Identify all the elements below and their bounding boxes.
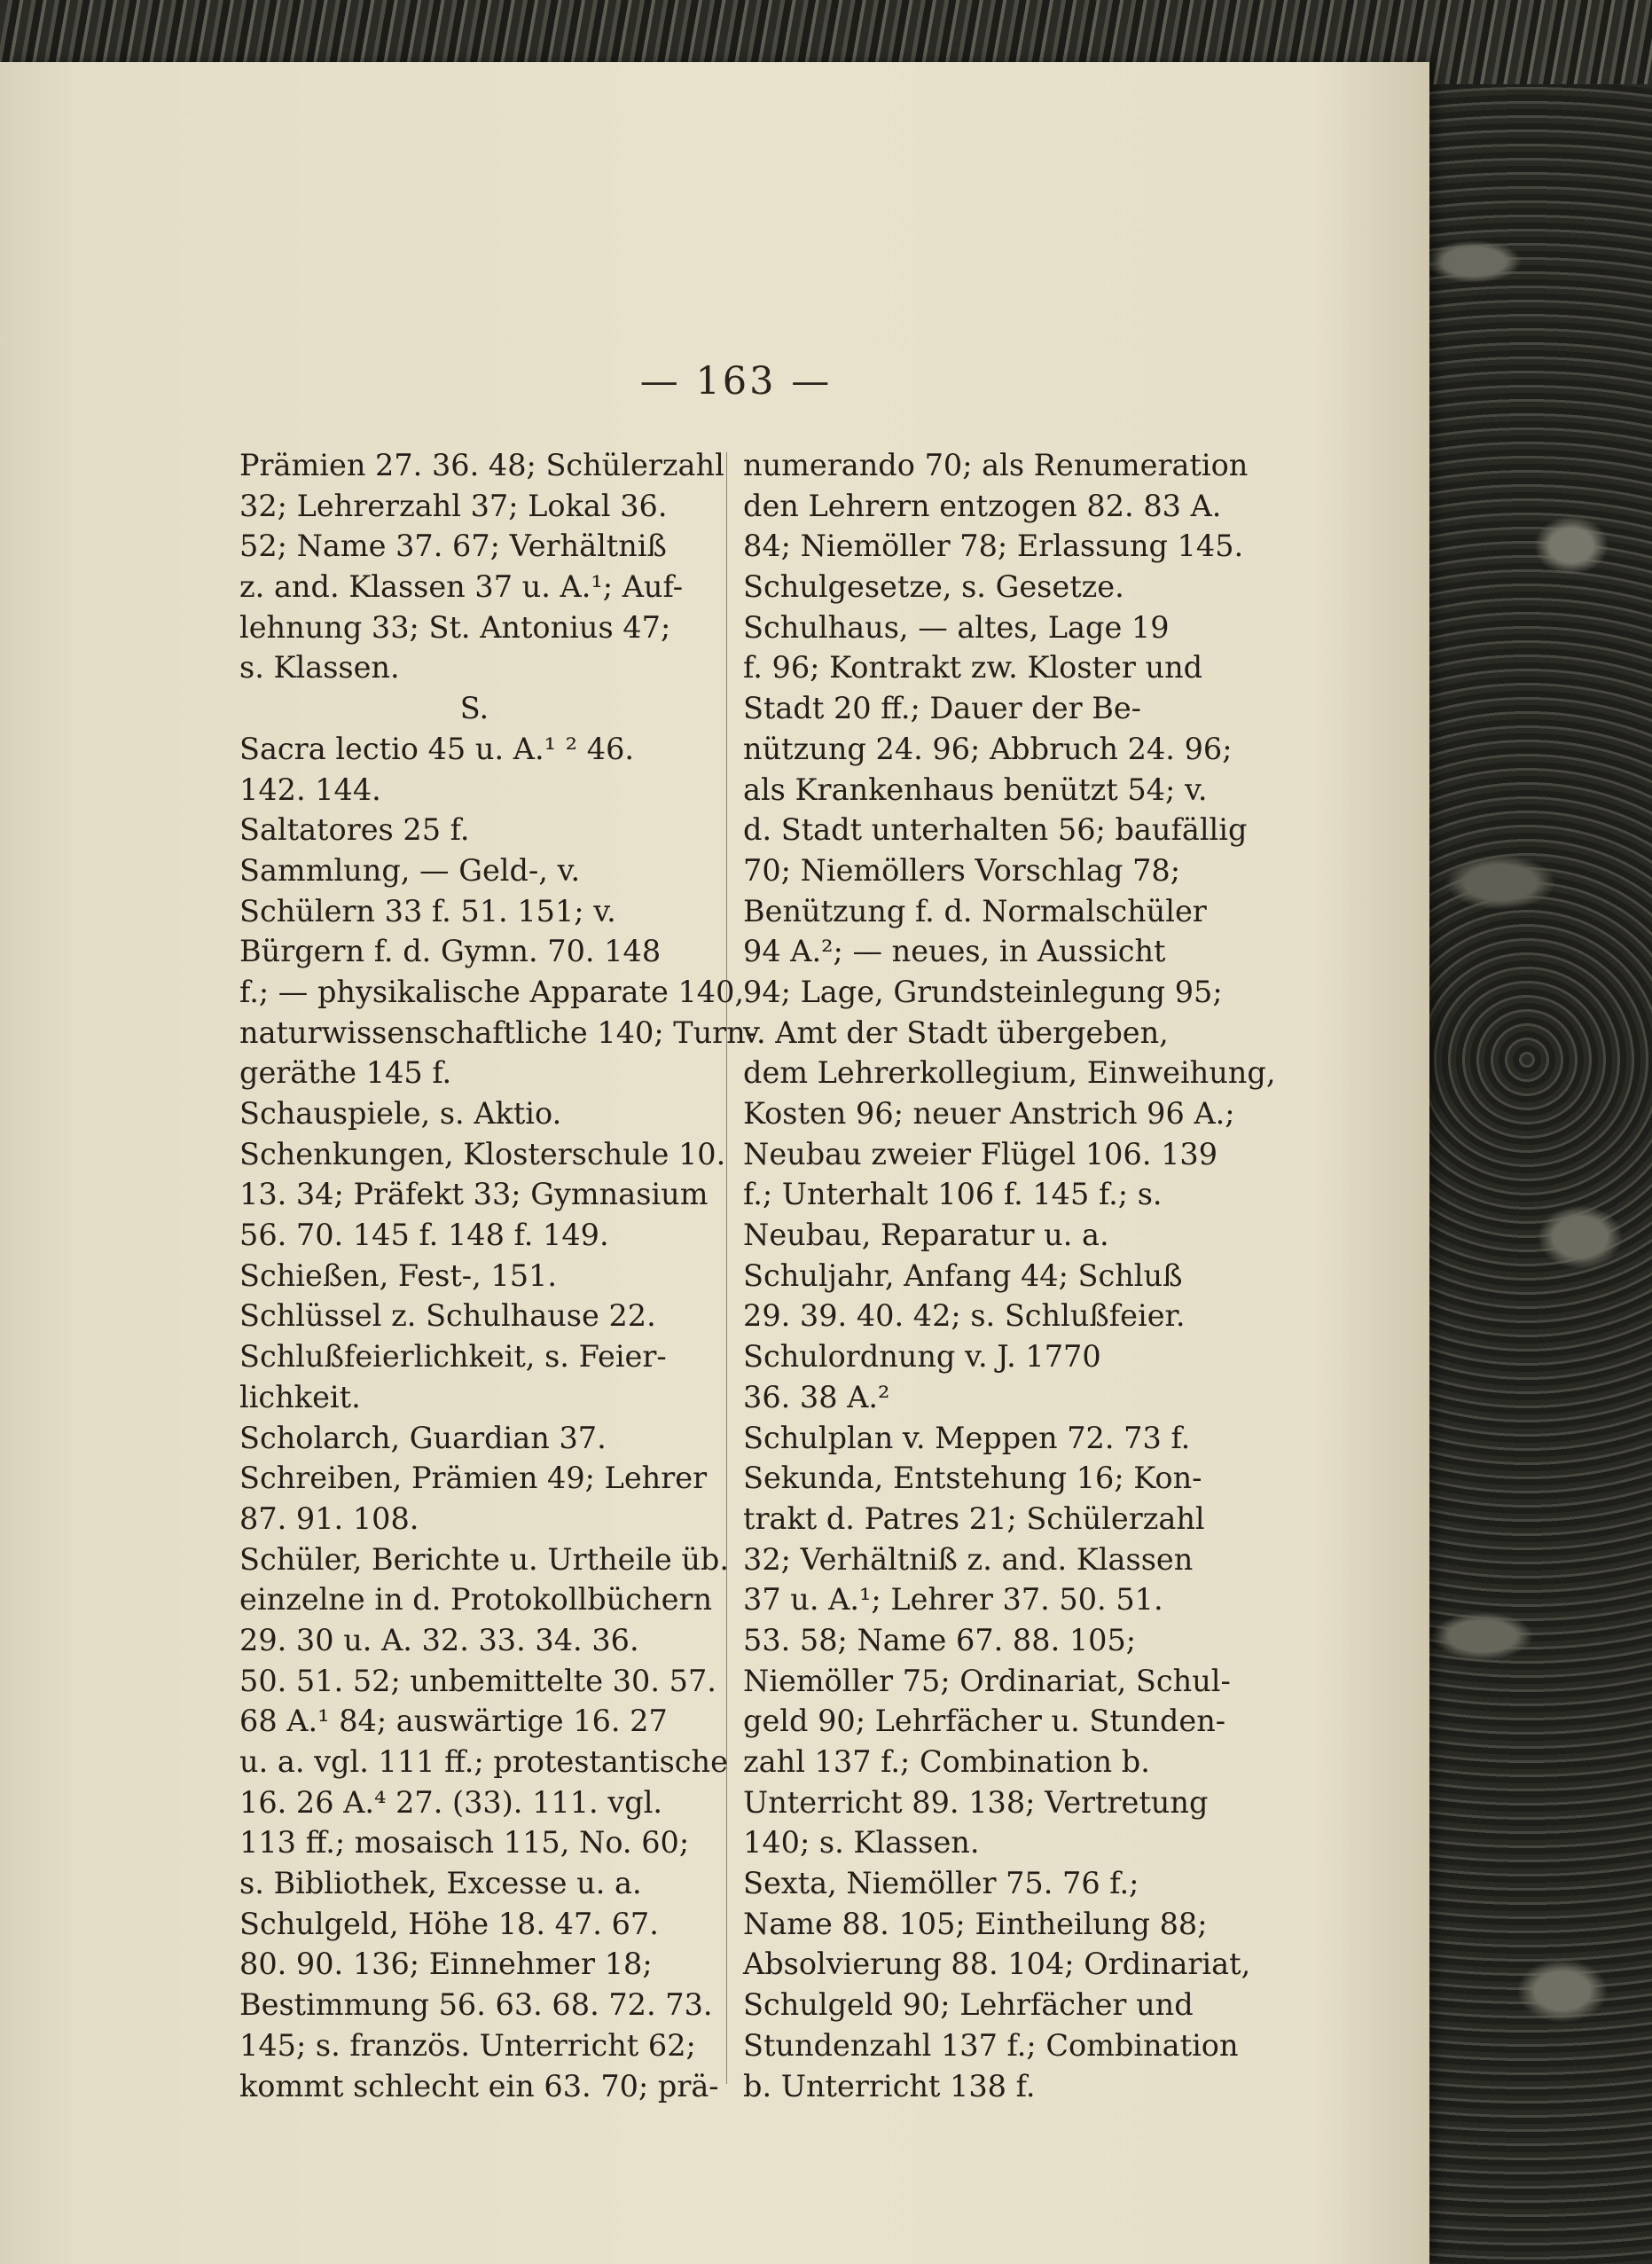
index-line: 29. 39. 40. 42; s. Schlußfeier.	[743, 1298, 1186, 1334]
index-line: Stundenzahl 137 f.; Combination	[743, 2027, 1239, 2063]
index-line: geräthe 145 f.	[239, 1055, 452, 1091]
index-line: Schenkungen, Klosterschule 10.	[239, 1136, 726, 1171]
index-line: s. Bibliothek, Excesse u. a.	[239, 1866, 642, 1901]
left-column	[239, 445, 756, 2106]
index-line: den Lehrern entzogen 82. 83 A.	[743, 488, 1222, 523]
index-line: 50. 51. 52; unbemittelte 30. 57.	[239, 1663, 716, 1698]
index-line: Sexta, Niemöller 75. 76 f.;	[743, 1866, 1139, 1901]
index-line: 94; Lage, Grundsteinlegung 95;	[743, 974, 1223, 1009]
index-line: Name 88. 105; Eintheilung 88;	[743, 1906, 1208, 1941]
index-line: 52; Name 37. 67; Verhältniß	[239, 529, 667, 564]
index-line: Sekunda, Entstehung 16; Kon-	[743, 1461, 1202, 1496]
index-line: Bürgern f. d. Gymn. 70. 148	[239, 934, 662, 969]
index-line: Saltatores 25 f.	[239, 812, 470, 848]
index-line: Schüler, Berichte u. Urtheile üb.	[239, 1541, 730, 1577]
index-line: 87. 91. 108.	[239, 1500, 419, 1536]
right-column	[743, 445, 1275, 2106]
index-line: trakt d. Patres 21; Schülerzahl	[743, 1500, 1205, 1536]
index-line: Sammlung, — Geld-, v.	[239, 852, 581, 888]
index-line: 56. 70. 145 f. 148 f. 149.	[239, 1218, 609, 1253]
marbled-cover	[1421, 84, 1652, 2264]
index-line: Schulgeld, Höhe 18. 47. 67.	[239, 1906, 659, 1941]
index-line: Prämien 27. 36. 48; Schülerzahl	[239, 448, 724, 482]
book-page	[0, 62, 1429, 2264]
index-line: Stadt 20 ff.; Dauer der Be-	[743, 691, 1141, 726]
index-line: 142. 144.	[239, 772, 381, 807]
index-line: 13. 34; Präfekt 33; Gymnasium	[239, 1177, 709, 1212]
index-line: 113 ff.; mosaisch 115, No. 60;	[239, 1825, 690, 1861]
index-line: 29. 30 u. A. 32. 33. 34. 36.	[239, 1622, 639, 1657]
index-line: Neubau zweier Flügel 106. 139	[743, 1136, 1218, 1171]
index-line: zahl 137 f.; Combination b.	[743, 1744, 1150, 1779]
index-line: Schlüssel z. Schulhause 22.	[239, 1298, 656, 1334]
index-line: b. Unterricht 138 f.	[743, 2068, 1036, 2103]
section-letter: S.	[459, 691, 489, 726]
index-line: Niemöller 75; Ordinariat, Schul-	[743, 1663, 1231, 1698]
index-line: Benützung f. d. Normalschüler	[743, 893, 1207, 928]
index-line: dem Lehrerkollegium, Einweihung,	[743, 1055, 1276, 1091]
index-line: z. and. Klassen 37 u. A.¹; Auf-	[239, 569, 684, 605]
index-line: Schuljahr, Anfang 44; Schluß	[743, 1257, 1183, 1293]
index-line: Schülern 33 f. 51. 151; v.	[239, 893, 616, 928]
index-line: 145; s. französ. Unterricht 62;	[239, 2027, 696, 2063]
index-line: f.; Unterhalt 106 f. 145 f.; s.	[743, 1177, 1163, 1212]
index-line: Kosten 96; neuer Anstrich 96 A.;	[743, 1096, 1235, 1131]
index-line: Schießen, Fest-, 151.	[239, 1257, 557, 1293]
index-line: 94 A.²; — neues, in Aussicht	[743, 934, 1166, 969]
index-line: 32; Verhältniß z. and. Klassen	[743, 1541, 1194, 1577]
index-line: Sacra lectio 45 u. A.¹ ² 46.	[239, 731, 635, 766]
index-line: 16. 26 A.⁴ 27. (33). 111. vgl.	[239, 1784, 663, 1820]
index-line: 37 u. A.¹; Lehrer 37. 50. 51.	[743, 1582, 1163, 1618]
index-line: lehnung 33; St. Antonius 47;	[239, 609, 671, 645]
index-line: Schulhaus, — altes, Lage 19	[743, 609, 1170, 645]
index-line: Unterricht 89. 138; Vertretung	[743, 1784, 1209, 1820]
index-line: 70; Niemöllers Vorschlag 78;	[743, 852, 1180, 888]
index-line: v. Amt der Stadt übergeben,	[743, 1014, 1169, 1050]
index-line: 32; Lehrerzahl 37; Lokal 36.	[239, 488, 668, 523]
page-number: — 163 —	[639, 359, 833, 403]
index-line: einzelne in d. Protokollbüchern	[239, 1582, 713, 1618]
index-line: Bestimmung 56. 63. 68. 72. 73.	[239, 1987, 713, 2023]
index-line: 80. 90. 136; Einnehmer 18;	[239, 1947, 653, 1982]
index-line: Schulgesetze, s. Gesetze.	[743, 569, 1124, 605]
index-line: Schlußfeierlichkeit, s. Feier-	[239, 1339, 667, 1375]
index-line: 84; Niemöller 78; Erlassung 145.	[743, 529, 1244, 564]
index-line: lichkeit.	[239, 1379, 361, 1414]
index-line: als Krankenhaus benützt 54; v.	[743, 772, 1208, 807]
index-line: 36. 38 A.²	[743, 1379, 890, 1414]
index-line: u. a. vgl. 111 ff.; protestantische	[239, 1744, 728, 1779]
index-line: Absolvierung 88. 104; Ordinariat,	[743, 1947, 1251, 1982]
index-line: 53. 58; Name 67. 88. 105;	[743, 1622, 1137, 1657]
index-line: Schreiben, Prämien 49; Lehrer	[239, 1461, 708, 1496]
index-line: kommt schlecht ein 63. 70; prä-	[239, 2068, 719, 2103]
index-line: Schulordnung v. J. 1770	[743, 1339, 1101, 1375]
index-line: naturwissenschaftliche 140; Turn-	[239, 1014, 756, 1050]
index-line: Neubau, Reparatur u. a.	[743, 1218, 1109, 1253]
index-line: nützung 24. 96; Abbruch 24. 96;	[743, 731, 1233, 766]
index-line: Schauspiele, s. Aktio.	[239, 1096, 562, 1131]
index-line: d. Stadt unterhalten 56; baufällig	[743, 812, 1248, 848]
index-line: f.; — physikalische Apparate 140,	[239, 974, 745, 1009]
index-line: Scholarch, Guardian 37.	[239, 1420, 607, 1455]
index-line: geld 90; Lehrfächer u. Stunden-	[743, 1704, 1226, 1739]
index-line: 140; s. Klassen.	[743, 1825, 980, 1861]
index-line: Schulplan v. Meppen 72. 73 f.	[743, 1420, 1191, 1455]
index-line: f. 96; Kontrakt zw. Kloster und	[743, 650, 1203, 685]
index-line: 68 A.¹ 84; auswärtige 16. 27	[239, 1704, 668, 1739]
index-line: s. Klassen.	[239, 650, 400, 685]
index-line: numerando 70; als Renumeration	[743, 448, 1249, 482]
index-line: Schulgeld 90; Lehrfächer und	[743, 1987, 1194, 2023]
